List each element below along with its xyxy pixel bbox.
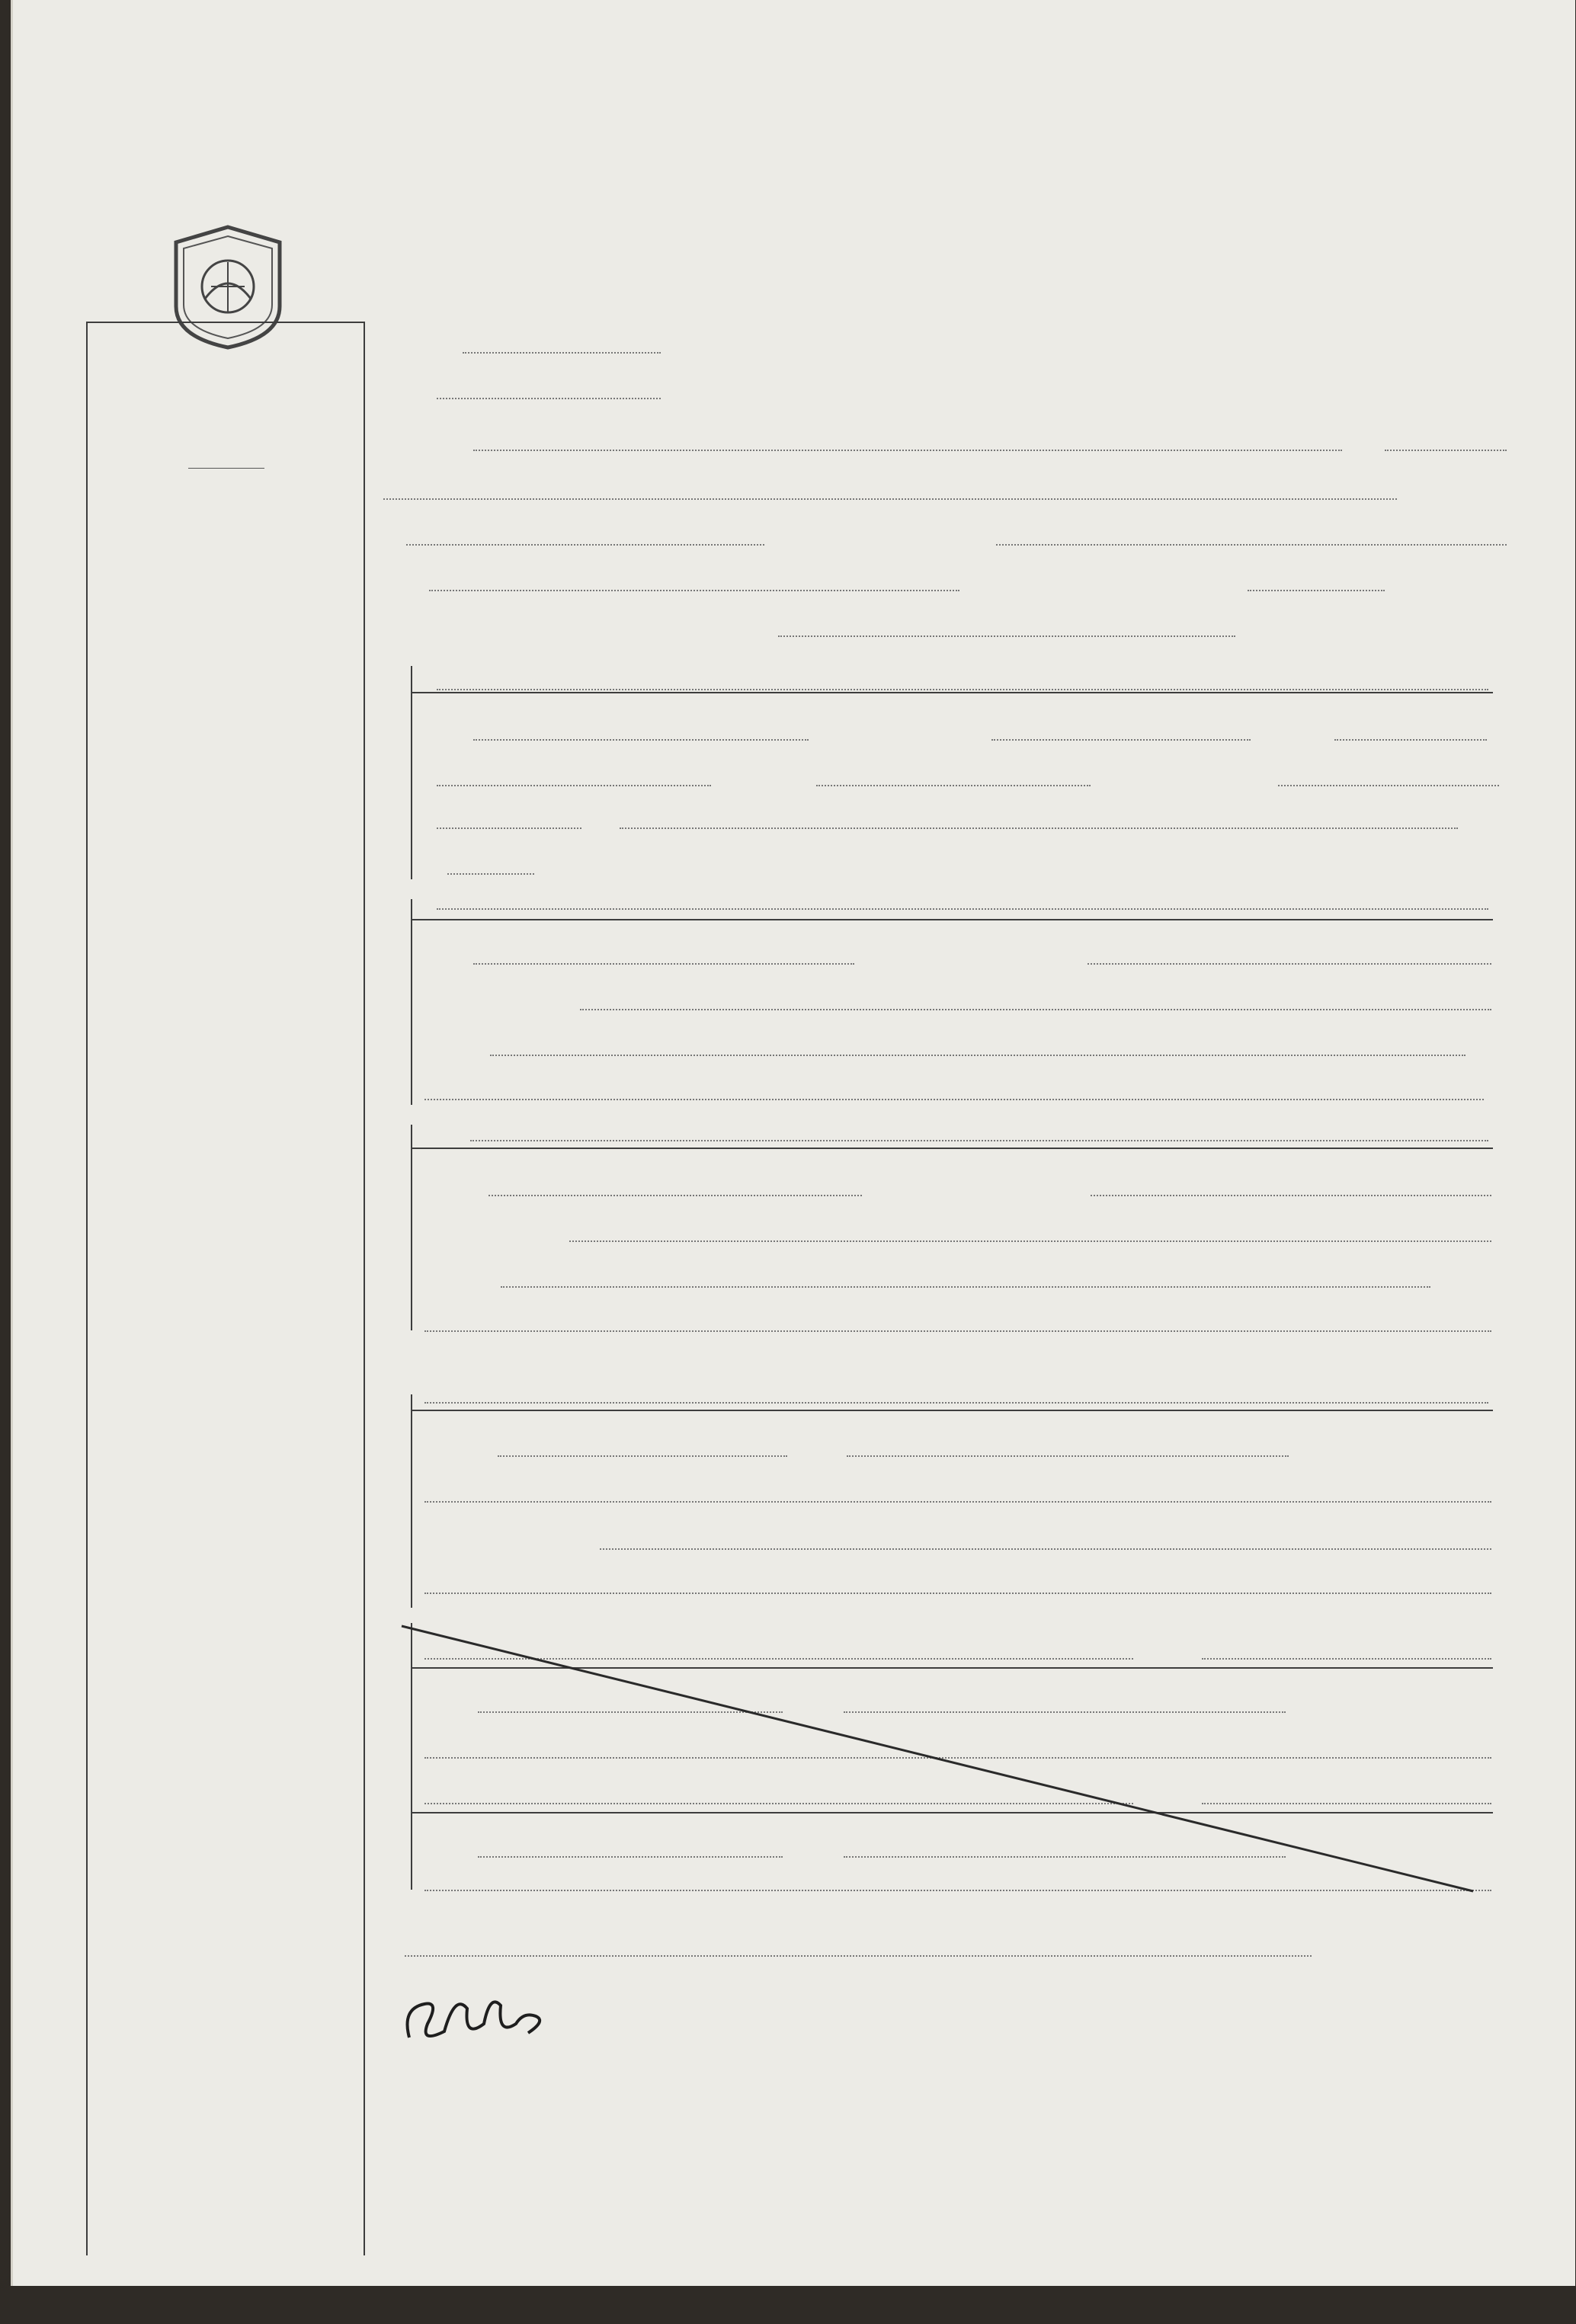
declarant-signature-icon: [394, 1978, 562, 2062]
closing-line: [405, 1955, 1312, 1957]
testigos-strike-line: [13, 0, 1575, 2286]
register-page: [11, 0, 1575, 2286]
